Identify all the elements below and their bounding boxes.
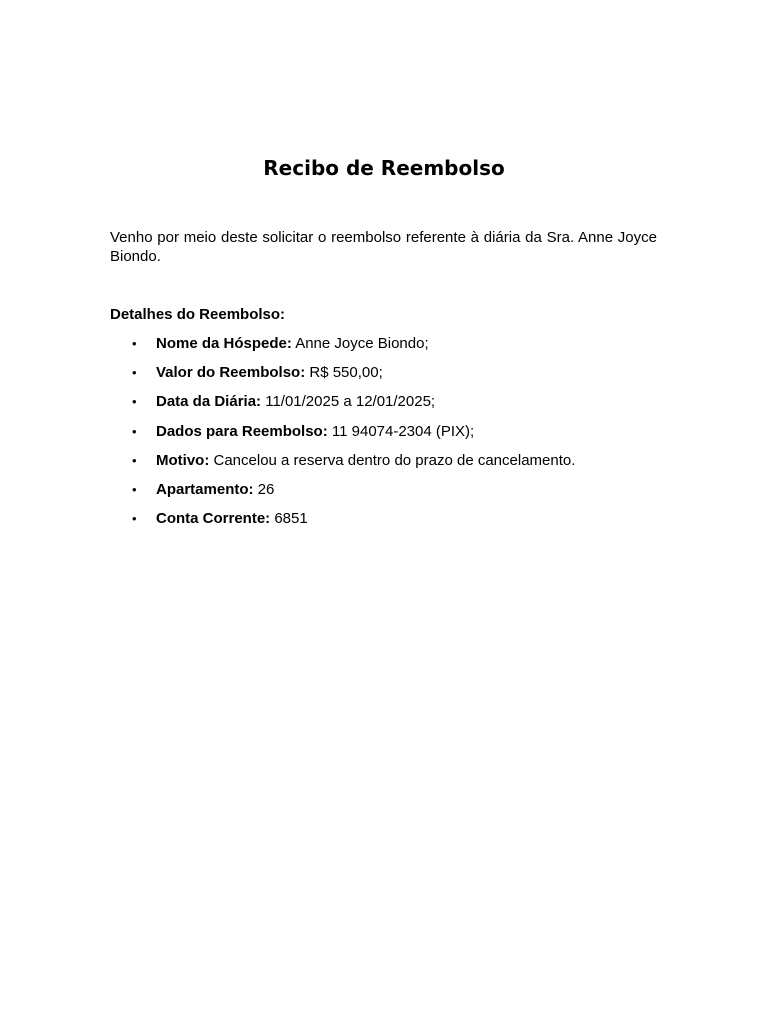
detail-item-guest-name xyxy=(110,334,670,363)
detail-item-checking-account xyxy=(110,509,670,538)
intro-paragraph: Venho por meio deste solicitar o reembolso referente à diária da Sra. Anne Joyce Biondo. xyxy=(110,229,657,265)
bullet-icon: • xyxy=(132,365,137,381)
detail-label: Apartamento: xyxy=(156,480,254,498)
detail-item-reason xyxy=(110,451,670,480)
detail-label: Motivo: xyxy=(156,451,210,469)
details-heading: Detalhes do Reembolso: xyxy=(110,306,286,323)
detail-value: Anne Joyce Biondo; xyxy=(295,335,429,352)
detail-label: Nome da Hóspede: xyxy=(156,335,292,352)
bullet-icon: • xyxy=(132,394,137,410)
bullet-icon: • xyxy=(132,511,137,527)
detail-value: 26 xyxy=(257,480,275,498)
detail-value: R$ 550,00; xyxy=(309,364,383,382)
detail-value: 6851 xyxy=(274,510,308,528)
detail-label: Valor do Reembolso: xyxy=(156,364,306,382)
detail-label: Data da Diária: xyxy=(156,393,262,411)
detail-item-stay-date xyxy=(110,392,670,421)
bullet-icon: • xyxy=(132,336,137,351)
detail-value: 11 94074-2304 (PIX); xyxy=(331,422,475,440)
detail-item-refund-amount xyxy=(110,363,670,392)
detail-item-apartment xyxy=(110,480,670,509)
detail-value: Cancelou a reserva dentro do prazo de cancelamento. xyxy=(213,451,576,469)
detail-label: Conta Corrente: xyxy=(156,510,271,528)
detail-label: Dados para Reembolso: xyxy=(156,422,328,440)
bullet-icon: • xyxy=(132,423,137,439)
detail-item-refund-payment-info xyxy=(110,422,670,451)
bullet-icon: • xyxy=(132,481,137,497)
document-title: Recibo de Reembolso xyxy=(263,156,505,180)
details-list xyxy=(110,334,670,538)
bullet-icon: • xyxy=(132,452,137,468)
detail-value: 11/01/2025 a 12/01/2025; xyxy=(265,393,436,411)
